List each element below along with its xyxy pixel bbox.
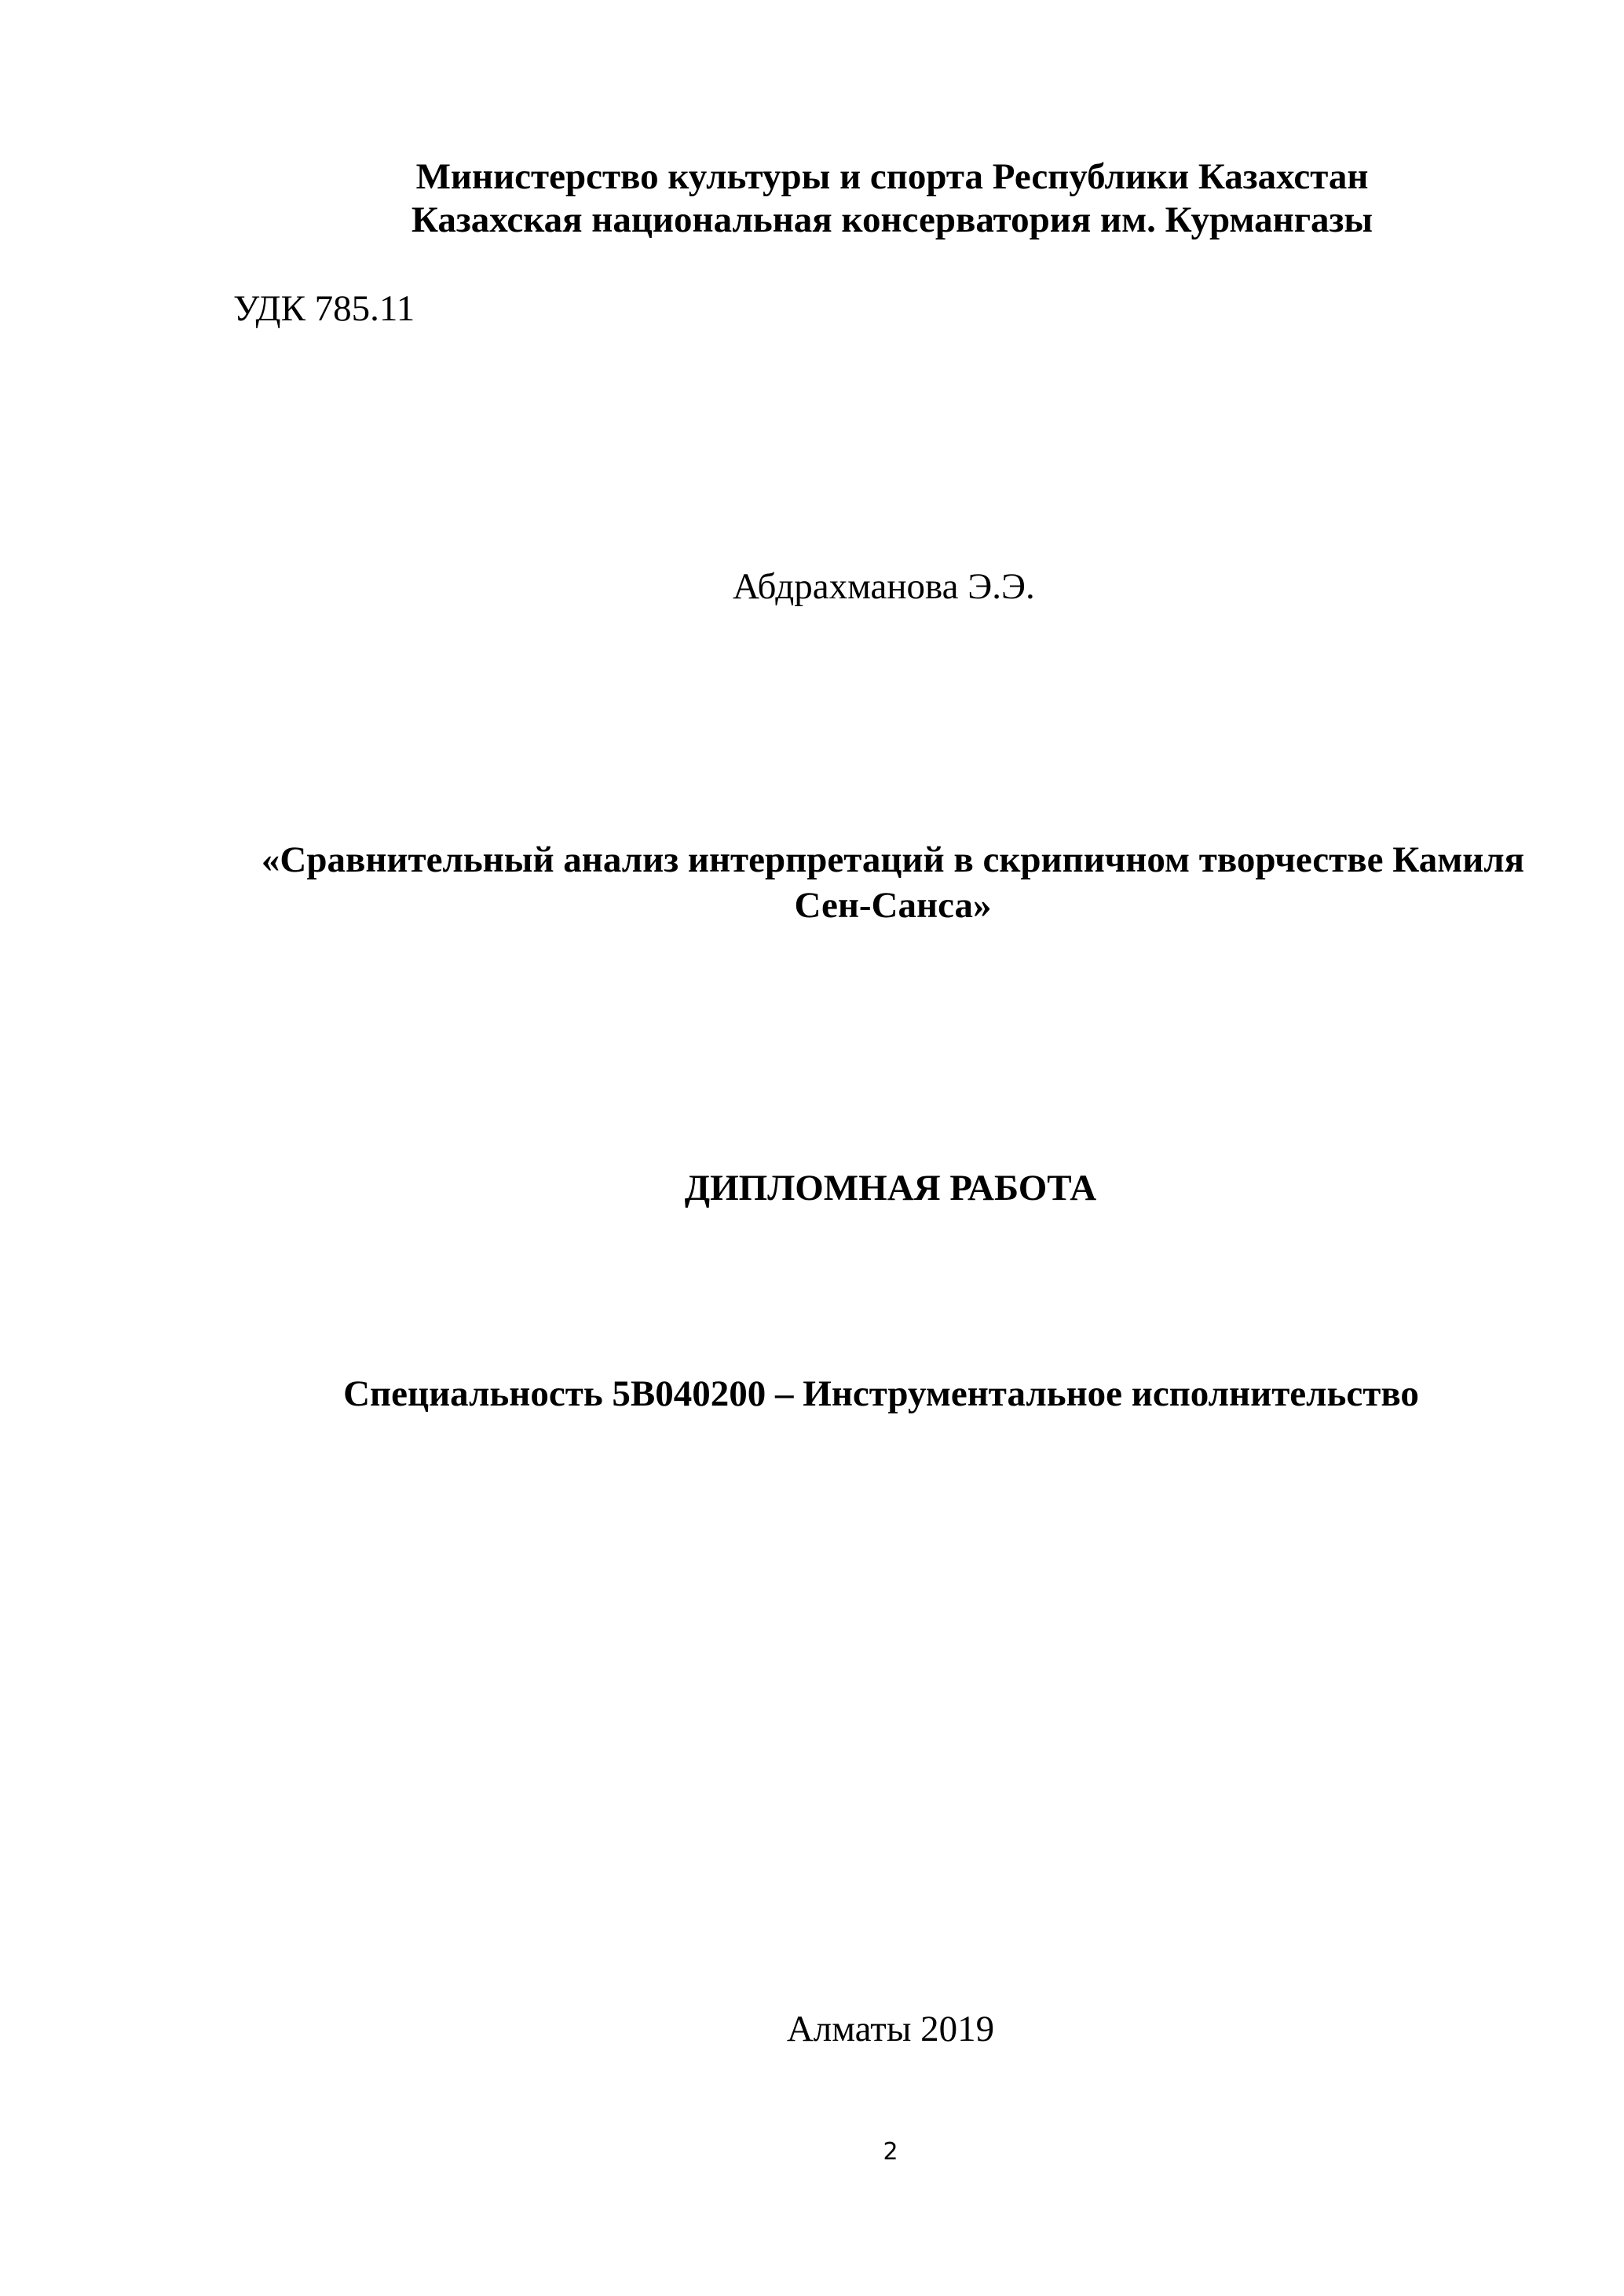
conservatory-heading: Казахская национальная консерватория им. Курмангазы [411, 199, 1373, 240]
thesis-title-line-2: Сен-Санса» [794, 885, 992, 926]
city-year: Алматы 2019 [786, 2009, 995, 2049]
thesis-title-line-1: «Сравнительный анализ интерпретаций в скрипичном творчестве Камиля [261, 839, 1525, 880]
specialty-line: Специальность 5В040200 – Инструментальное исполнительство [343, 1373, 1419, 1414]
udk-code: УДК 785.11 [233, 288, 415, 329]
page-number: 2 [883, 2138, 898, 2166]
author-name: Абдрахманова Э.Э. [733, 566, 1035, 607]
ministry-heading: Министерство культуры и спорта Республики Казахстан [415, 156, 1369, 197]
work-type-heading: ДИПЛОМНАЯ РАБОТА [684, 1168, 1097, 1208]
